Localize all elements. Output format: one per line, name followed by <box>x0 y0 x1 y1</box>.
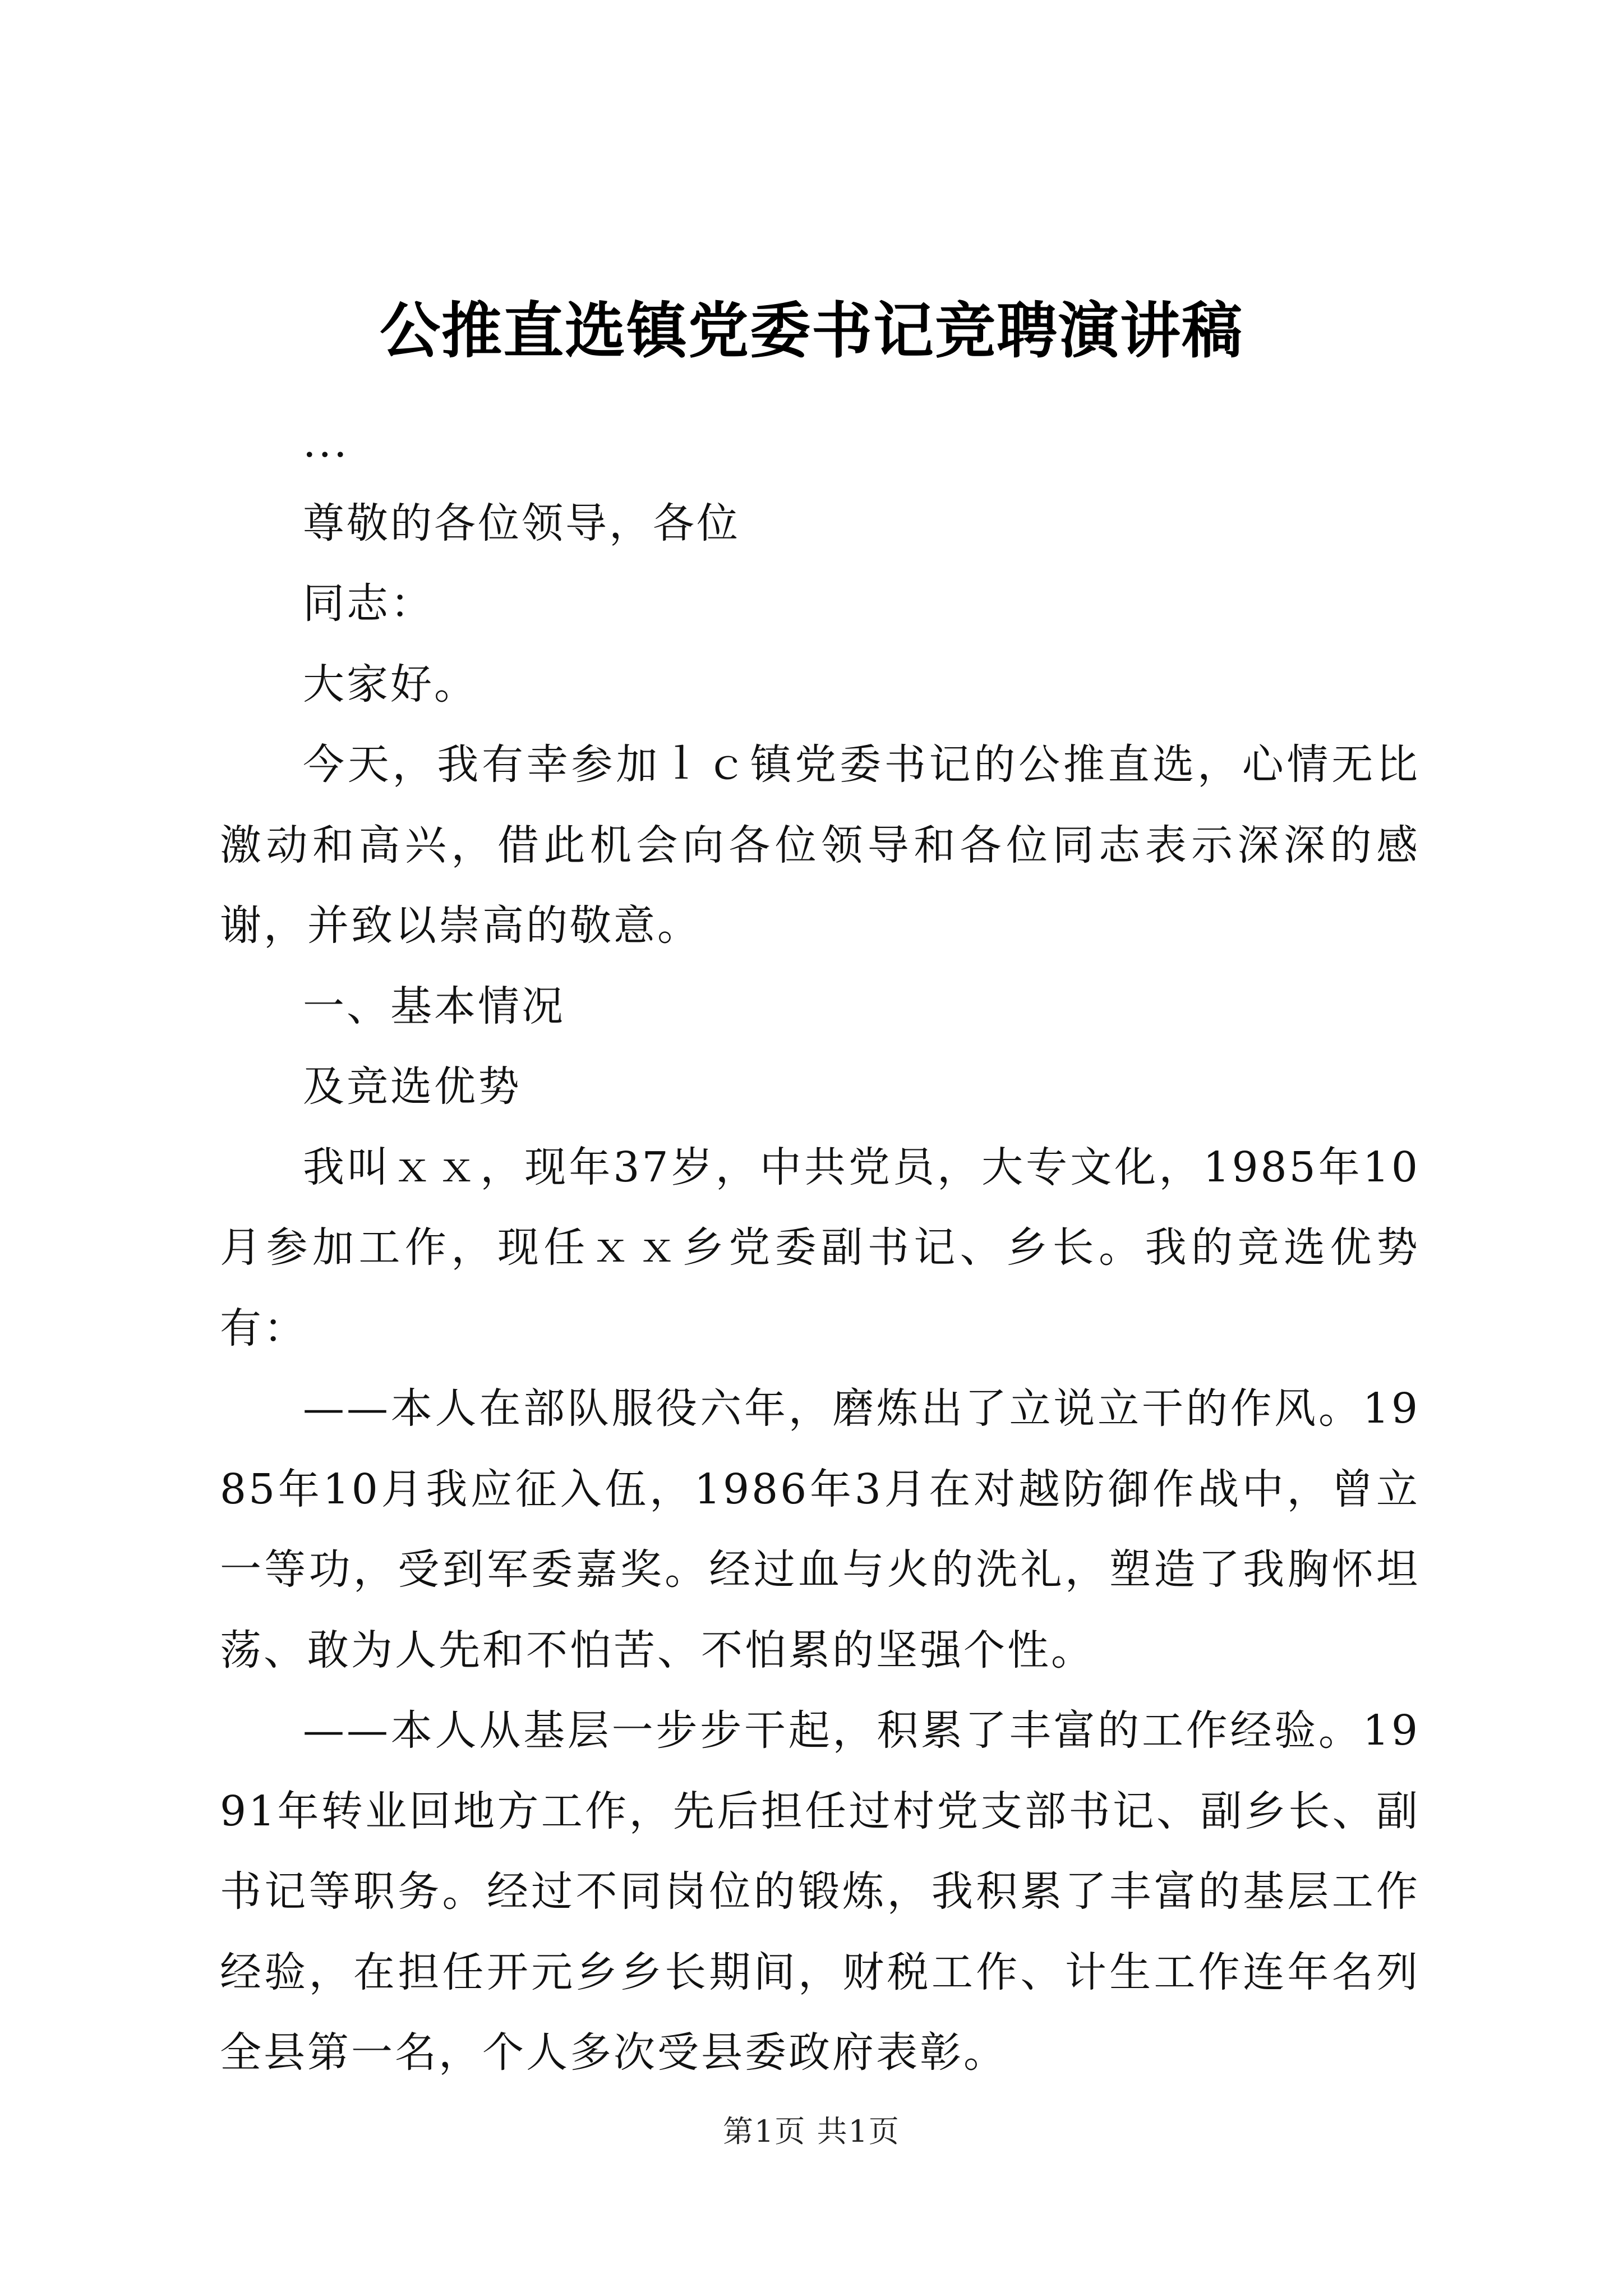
work-experience-paragraph: ——本人从基层一步步干起，积累了丰富的工作经验。1991年转业回地方工作，先后担任过村党支部书记、副乡长、副书记等职务。经过不同岗位的锻炼，我积累了丰富的基层工作经验，在担任开元乡乡长期间，财税工作、计生工作连年名列全县第一名，个人多次受县委政府表彰。 <box>220 1706 1420 2077</box>
page-footer: 第1页 共1页 <box>723 2114 900 2149</box>
greeting-paragraph: 大家好。 <box>303 660 478 708</box>
salutation-line: 尊敬的各位领导，各位 <box>303 499 740 547</box>
section-heading-continuation: 及竞选优势 <box>303 1062 522 1111</box>
salutation-continuation: 同志： <box>303 579 434 628</box>
introduction-paragraph: 我叫ｘｘ，现年37岁，中共党员，大专文化，1985年10月参加工作，现任ｘｘ乡党委副书记、乡长。我的竞选优势有： <box>220 1143 1420 1352</box>
opening-paragraph: 今天，我有幸参加ｌｃ镇党委书记的公推直选，心情无比激动和高兴，借此机会向各位领导和各位同志表示深深的感谢，并致以崇高的敬意。 <box>220 740 1420 950</box>
page-title: 公推直选镇党委书记竞聘演讲稿 <box>379 296 1243 366</box>
section-heading: 一、基本情况 <box>303 982 565 1030</box>
ellipsis-line: ... <box>303 418 349 467</box>
document-body <box>220 403 1420 2093</box>
military-service-paragraph: ——本人在部队服役六年，磨炼出了立说立干的作风。1985年10月我应征入伍，1986年3月在对越防御作战中，曾立一等功，受到军委嘉奖。经过血与火的洗礼，塑造了我胸怀坦荡、敢为人先和不怕苦、不怕累的坚强个性。 <box>220 1384 1420 1674</box>
